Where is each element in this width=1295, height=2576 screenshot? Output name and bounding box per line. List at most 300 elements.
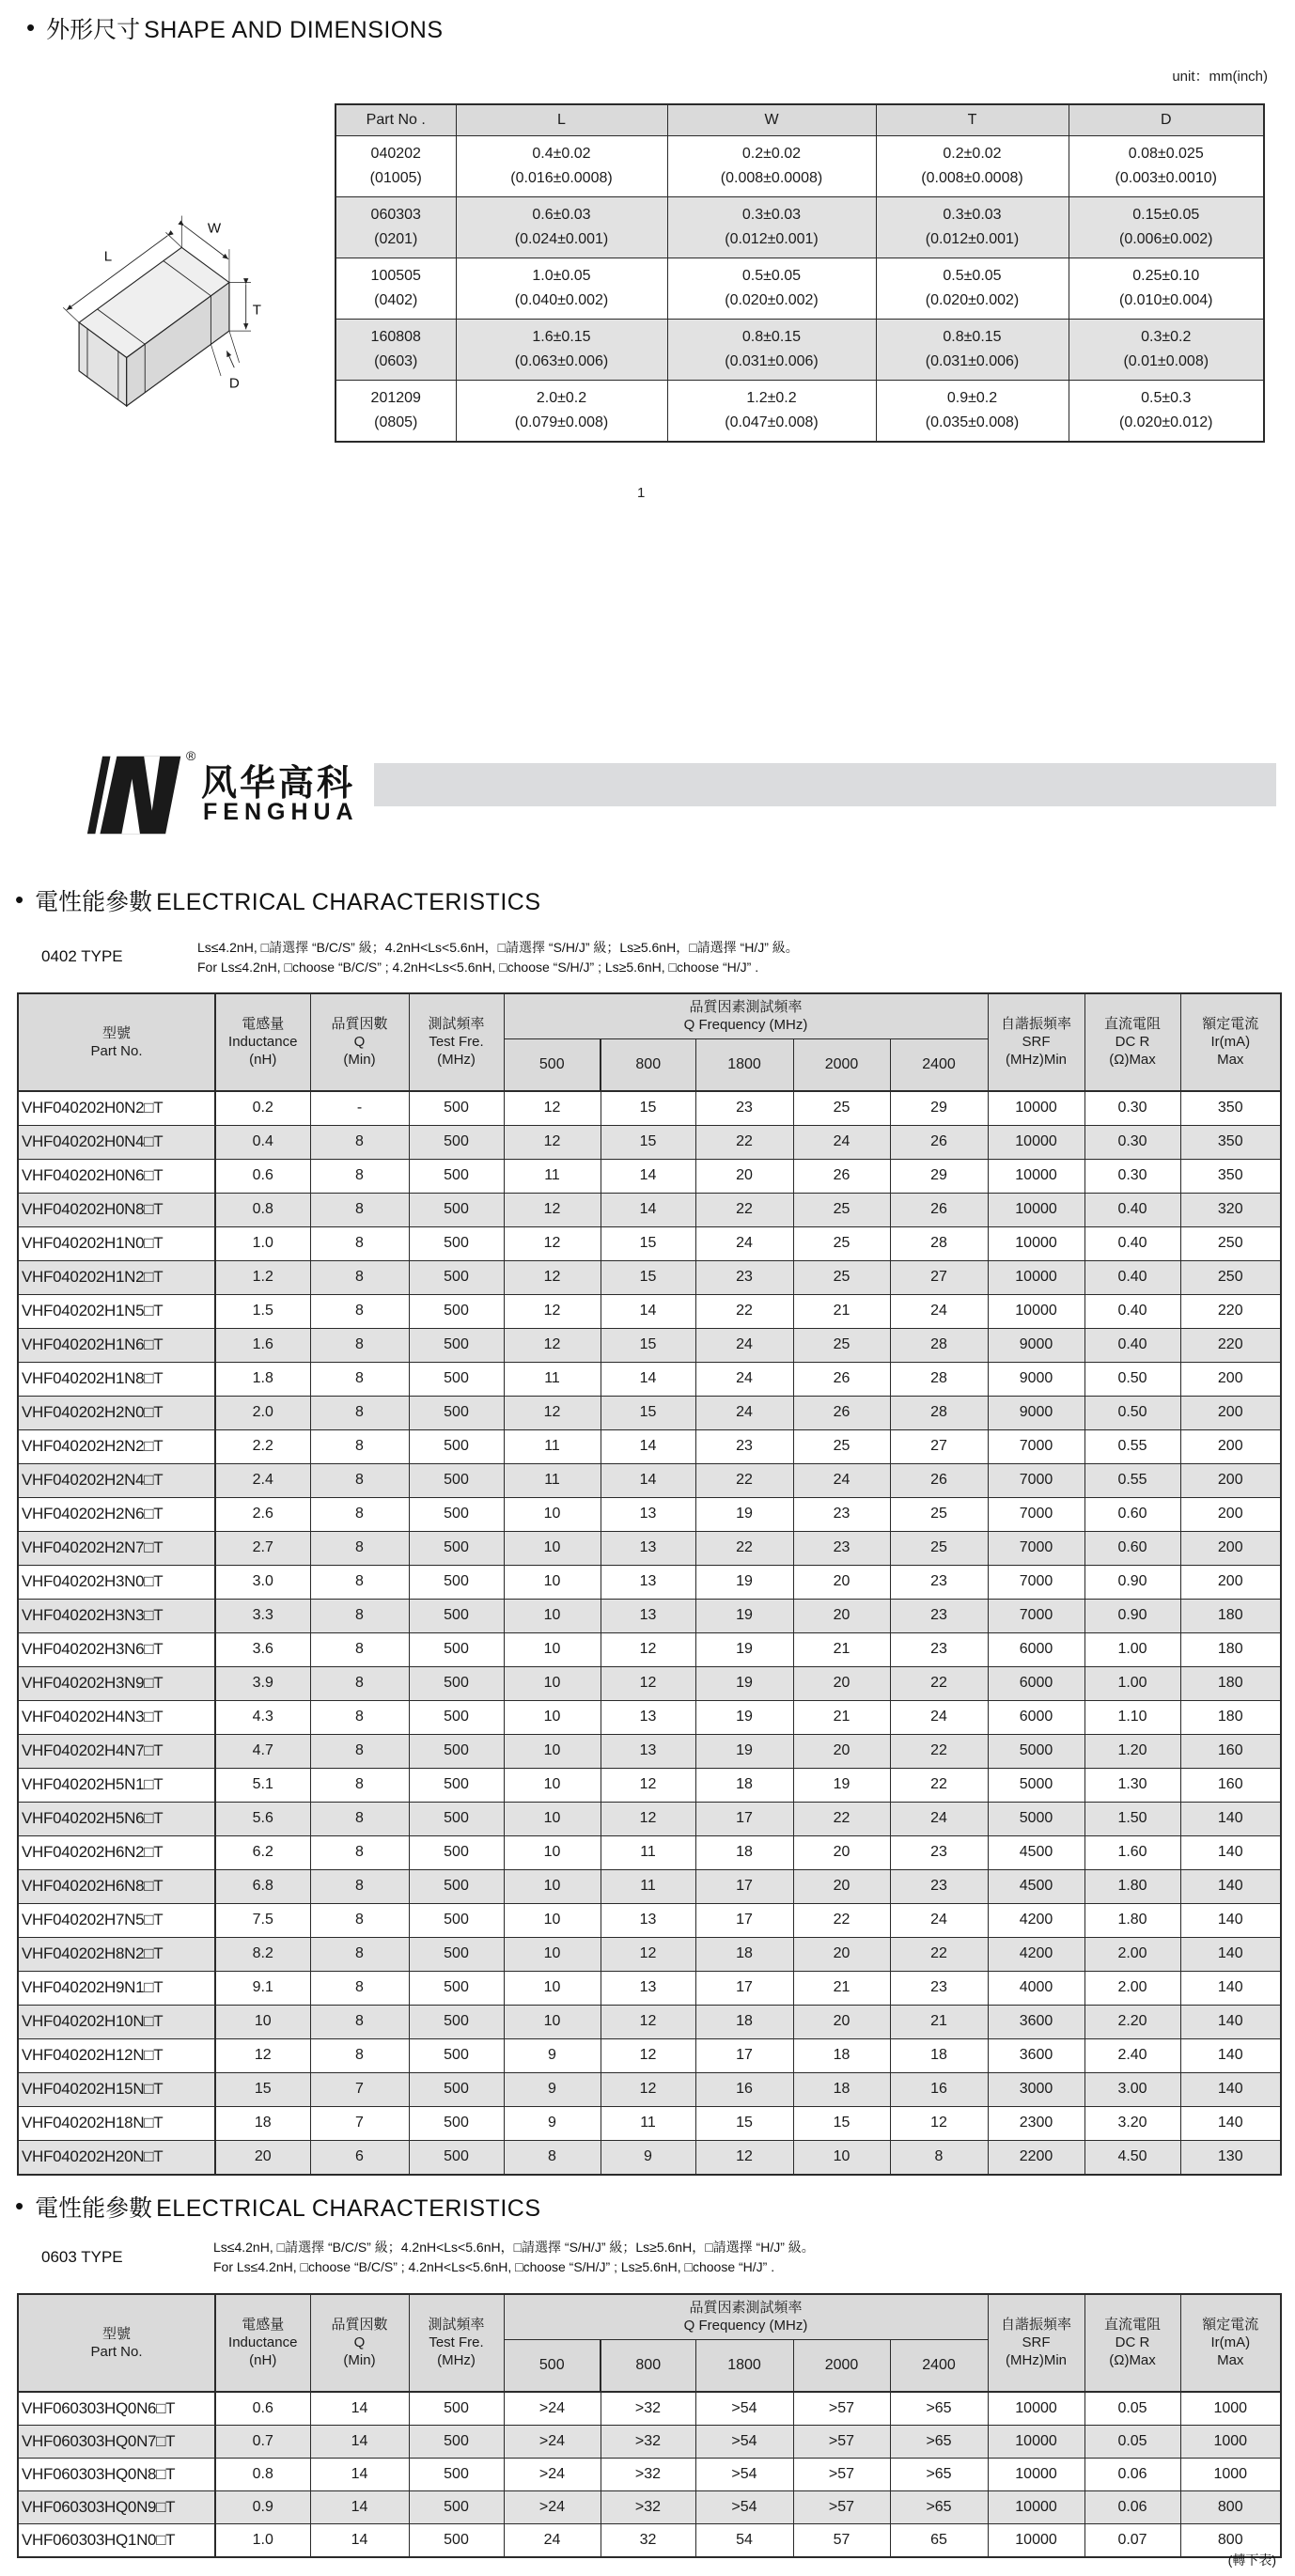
- inductance-cell: 0.8: [215, 1193, 310, 1226]
- srf-cell: 10000: [988, 2458, 1084, 2490]
- q-2000-cell: 57: [793, 2523, 890, 2557]
- q-2400-cell: 25: [890, 1531, 988, 1565]
- part-no-cell: 160808 (0603): [335, 320, 456, 381]
- q-500-cell: 10: [504, 1531, 601, 1565]
- q-2000-cell: 20: [793, 1666, 890, 1700]
- part-no-cell: VHF040202H0N8□T: [18, 1193, 215, 1226]
- col-header-q-frequency-group: 品質因素測試頻率 Q Frequency (MHz): [504, 2294, 988, 2339]
- rated-current-cell: 140: [1180, 2106, 1281, 2140]
- q-800-cell: 15: [601, 1328, 695, 1362]
- rated-current-cell: 200: [1180, 1362, 1281, 1396]
- elec-row: [18, 1835, 1281, 1869]
- dcr-cell: 1.50: [1084, 1802, 1180, 1835]
- part-no-cell: VHF040202H3N3□T: [18, 1599, 215, 1632]
- q-500-cell: 12: [504, 1125, 601, 1159]
- rated-current-cell: 160: [1180, 1768, 1281, 1802]
- q-1800-cell: >54: [695, 2425, 793, 2458]
- note-line-cn: Ls≤4.2nH, □請選擇 “B/C/S” 級；4.2nH<Ls<5.6nH，□請選擇 “S/H/J” 級；Ls≥5.6nH，□請選擇 “H/J” 級。: [213, 2240, 815, 2255]
- q-2400-cell: >65: [890, 2392, 988, 2426]
- part-no-cell: VHF040202H3N0□T: [18, 1565, 215, 1599]
- q-min-cell: 8: [310, 1159, 409, 1193]
- q-2400-cell: 22: [890, 1666, 988, 1700]
- freq-tick-500: 500: [504, 1038, 601, 1091]
- elec-header-row-1: [18, 993, 1281, 1038]
- q-800-cell: 11: [601, 1835, 695, 1869]
- test-freq-cell: 500: [409, 1768, 504, 1802]
- part-no-cell: VHF040202H2N4□T: [18, 1463, 215, 1497]
- freq-tick-2000: 2000: [793, 1038, 890, 1091]
- dcr-cell: 1.10: [1084, 1700, 1180, 1734]
- q-min-cell: 6: [310, 2140, 409, 2175]
- q-500-cell: 11: [504, 1362, 601, 1396]
- dcr-cell: 0.90: [1084, 1565, 1180, 1599]
- q-500-cell: 10: [504, 1734, 601, 1768]
- q-800-cell: 12: [601, 1632, 695, 1666]
- dimension-row: [335, 320, 1264, 381]
- elec-row: [18, 1091, 1281, 1126]
- rated-current-cell: 200: [1180, 1531, 1281, 1565]
- rated-current-cell: 350: [1180, 1125, 1281, 1159]
- bullet-icon: •: [15, 885, 24, 913]
- dcr-cell: 0.40: [1084, 1260, 1180, 1294]
- rated-current-cell: 160: [1180, 1734, 1281, 1768]
- note-line-en: For Ls≤4.2nH, □choose “B/C/S” ; 4.2nH<Ls<5.6nH, □choose “S/H/J” ; Ls≥5.6nH, □choose “H/J” .: [197, 960, 759, 975]
- q-1800-cell: 17: [695, 1802, 793, 1835]
- test-freq-cell: 500: [409, 1700, 504, 1734]
- q-1800-cell: 15: [695, 2106, 793, 2140]
- t-cell: 0.9±0.2 (0.035±0.008): [876, 381, 1069, 443]
- q-min-cell: 8: [310, 1700, 409, 1734]
- q-min-cell: 8: [310, 1429, 409, 1463]
- elec-row: [18, 1937, 1281, 1971]
- dim-label-d: D: [228, 375, 240, 392]
- test-freq-cell: 500: [409, 1463, 504, 1497]
- part-no-cell: VHF040202H3N9□T: [18, 1666, 215, 1700]
- q-min-cell: 14: [310, 2425, 409, 2458]
- q-800-cell: 12: [601, 1937, 695, 1971]
- q-500-cell: 12: [504, 1226, 601, 1260]
- rated-current-cell: 180: [1180, 1666, 1281, 1700]
- q-min-cell: -: [310, 1091, 409, 1126]
- q-2400-cell: 23: [890, 1632, 988, 1666]
- q-min-cell: 8: [310, 1531, 409, 1565]
- l-cell: 1.0±0.05 (0.040±0.002): [456, 258, 667, 320]
- elec2-title-cn: 電性能參數: [35, 2195, 153, 2222]
- q-2000-cell: 26: [793, 1362, 890, 1396]
- shape-title-en: SHAPE AND DIMENSIONS: [144, 17, 444, 43]
- col-header-inductance: 電感量 Inductance (nH): [215, 993, 310, 1091]
- dcr-cell: 0.40: [1084, 1328, 1180, 1362]
- rated-current-cell: 140: [1180, 1869, 1281, 1903]
- dcr-cell: 2.00: [1084, 1971, 1180, 2005]
- test-freq-cell: 500: [409, 1193, 504, 1226]
- inductance-cell: 20: [215, 2140, 310, 2175]
- q-1800-cell: 19: [695, 1700, 793, 1734]
- inductance-cell: 3.9: [215, 1666, 310, 1700]
- inductance-cell: 6.2: [215, 1835, 310, 1869]
- rated-current-cell: 140: [1180, 1937, 1281, 1971]
- part-no-cell: VHF040202H2N0□T: [18, 1396, 215, 1429]
- q-2400-cell: 24: [890, 1700, 988, 1734]
- q-1800-cell: 22: [695, 1463, 793, 1497]
- q-min-cell: 8: [310, 1599, 409, 1632]
- dcr-cell: 0.07: [1084, 2523, 1180, 2557]
- q-1800-cell: 19: [695, 1734, 793, 1768]
- dcr-cell: 0.30: [1084, 1091, 1180, 1126]
- q-min-cell: 8: [310, 1869, 409, 1903]
- rated-current-cell: 200: [1180, 1396, 1281, 1429]
- col-header-q-frequency-group: 品質因素測試頻率 Q Frequency (MHz): [504, 993, 988, 1038]
- q-800-cell: >32: [601, 2425, 695, 2458]
- inductance-cell: 12: [215, 2038, 310, 2072]
- q-2000-cell: >57: [793, 2458, 890, 2490]
- part-no-cell: VHF040202H5N6□T: [18, 1802, 215, 1835]
- part-no-cell: VHF040202H4N7□T: [18, 1734, 215, 1768]
- test-freq-cell: 500: [409, 1971, 504, 2005]
- freq-tick-1800: 1800: [695, 2339, 793, 2392]
- q-2000-cell: 20: [793, 1734, 890, 1768]
- rated-current-cell: 130: [1180, 2140, 1281, 2175]
- test-freq-cell: 500: [409, 1531, 504, 1565]
- elec1-title-cn: 電性能參數: [35, 889, 153, 915]
- q-2400-cell: 26: [890, 1463, 988, 1497]
- page-number: 1: [637, 485, 646, 501]
- q-800-cell: 12: [601, 2005, 695, 2038]
- q-1800-cell: 22: [695, 1125, 793, 1159]
- col-header-l: L: [456, 104, 667, 136]
- q-2000-cell: 25: [793, 1260, 890, 1294]
- q-500-cell: 10: [504, 1768, 601, 1802]
- part-no-cell: VHF040202H3N6□T: [18, 1632, 215, 1666]
- q-min-cell: 14: [310, 2458, 409, 2490]
- q-2400-cell: 28: [890, 1362, 988, 1396]
- fenghua-logo-icon: [86, 752, 182, 838]
- test-freq-cell: 500: [409, 2392, 504, 2426]
- q-2000-cell: >57: [793, 2490, 890, 2523]
- q-min-cell: 8: [310, 1294, 409, 1328]
- electrical-table-0402: [17, 992, 1282, 2176]
- q-800-cell: 15: [601, 1260, 695, 1294]
- inductance-cell: 2.0: [215, 1396, 310, 1429]
- q-500-cell: 24: [504, 2523, 601, 2557]
- freq-tick-2400: 2400: [890, 2339, 988, 2392]
- brand-name-en: FENGHUA: [203, 799, 359, 825]
- q-800-cell: 14: [601, 1429, 695, 1463]
- test-freq-cell: 500: [409, 2425, 504, 2458]
- part-no-cell: VHF040202H8N2□T: [18, 1937, 215, 1971]
- test-freq-cell: 500: [409, 1903, 504, 1937]
- q-800-cell: 13: [601, 1565, 695, 1599]
- part-no-cell: 100505 (0402): [335, 258, 456, 320]
- inductance-cell: 4.7: [215, 1734, 310, 1768]
- d-cell: 0.5±0.3 (0.020±0.012): [1069, 381, 1264, 443]
- dcr-cell: 0.90: [1084, 1599, 1180, 1632]
- q-2000-cell: 23: [793, 1497, 890, 1531]
- rated-current-cell: 800: [1180, 2490, 1281, 2523]
- rated-current-cell: 220: [1180, 1294, 1281, 1328]
- q-2000-cell: 24: [793, 1463, 890, 1497]
- rated-current-cell: 250: [1180, 1260, 1281, 1294]
- w-cell: 0.8±0.15 (0.031±0.006): [667, 320, 876, 381]
- test-freq-cell: 500: [409, 1666, 504, 1700]
- inductance-cell: 0.8: [215, 2458, 310, 2490]
- q-500-cell: 10: [504, 1666, 601, 1700]
- bullet-icon: •: [26, 13, 36, 41]
- q-1800-cell: 23: [695, 1091, 793, 1126]
- q-800-cell: 12: [601, 1768, 695, 1802]
- rated-current-cell: 250: [1180, 1226, 1281, 1260]
- test-freq-cell: 500: [409, 2140, 504, 2175]
- d-cell: 0.3±0.2 (0.01±0.008): [1069, 320, 1264, 381]
- test-freq-cell: 500: [409, 1869, 504, 1903]
- col-header-rated-current: 額定電流 Ir(mA) Max: [1180, 993, 1281, 1091]
- q-500-cell: >24: [504, 2425, 601, 2458]
- q-2400-cell: 23: [890, 1835, 988, 1869]
- col-header-part: 型號 Part No.: [18, 993, 215, 1091]
- elec1-section-title: [15, 883, 541, 917]
- inductance-cell: 0.6: [215, 1159, 310, 1193]
- q-800-cell: 12: [601, 1666, 695, 1700]
- q-1800-cell: 12: [695, 2140, 793, 2175]
- q-2000-cell: 18: [793, 2038, 890, 2072]
- q-500-cell: 9: [504, 2038, 601, 2072]
- srf-cell: 7000: [988, 1463, 1084, 1497]
- dcr-cell: 0.60: [1084, 1531, 1180, 1565]
- elec-row: [18, 1632, 1281, 1666]
- q-800-cell: >32: [601, 2490, 695, 2523]
- inductance-cell: 6.8: [215, 1869, 310, 1903]
- q-min-cell: 8: [310, 1463, 409, 1497]
- q-min-cell: 8: [310, 1666, 409, 1700]
- part-no-cell: VHF060303HQ0N7□T: [18, 2425, 215, 2458]
- q-500-cell: 10: [504, 1565, 601, 1599]
- q-800-cell: 15: [601, 1091, 695, 1126]
- q-1800-cell: 54: [695, 2523, 793, 2557]
- q-min-cell: 8: [310, 1734, 409, 1768]
- part-no-cell: VHF040202H1N5□T: [18, 1294, 215, 1328]
- inductance-cell: 3.3: [215, 1599, 310, 1632]
- dim-label-w: W: [207, 220, 222, 237]
- col-header-q: 品質因數 Q (Min): [310, 993, 409, 1091]
- q-1800-cell: >54: [695, 2490, 793, 2523]
- part-no-cell: VHF040202H1N2□T: [18, 1260, 215, 1294]
- inductance-cell: 1.0: [215, 1226, 310, 1260]
- elec-row: [18, 1497, 1281, 1531]
- dimensions-header-row: [335, 104, 1264, 136]
- test-freq-cell: 500: [409, 2106, 504, 2140]
- q-1800-cell: >54: [695, 2392, 793, 2426]
- shape-section-title: [26, 11, 444, 45]
- dimension-row: [335, 381, 1264, 443]
- srf-cell: 10000: [988, 1193, 1084, 1226]
- q-2000-cell: 21: [793, 1294, 890, 1328]
- srf-cell: 2300: [988, 2106, 1084, 2140]
- q-min-cell: 8: [310, 1802, 409, 1835]
- q-2400-cell: 24: [890, 1903, 988, 1937]
- q-800-cell: 13: [601, 1734, 695, 1768]
- q-800-cell: 13: [601, 1700, 695, 1734]
- unit-label: unit：mm(inch): [1172, 69, 1268, 85]
- q-min-cell: 8: [310, 1226, 409, 1260]
- q-500-cell: 10: [504, 1903, 601, 1937]
- q-1800-cell: 18: [695, 1937, 793, 1971]
- elec-row: [18, 1531, 1281, 1565]
- dcr-cell: 3.00: [1084, 2072, 1180, 2106]
- q-800-cell: 12: [601, 1802, 695, 1835]
- dcr-cell: 0.55: [1084, 1429, 1180, 1463]
- test-freq-cell: 500: [409, 1328, 504, 1362]
- part-no-cell: VHF040202H0N2□T: [18, 1091, 215, 1126]
- srf-cell: 10000: [988, 2490, 1084, 2523]
- elec-row: [18, 2490, 1281, 2523]
- elec-row: [18, 1396, 1281, 1429]
- q-1800-cell: 18: [695, 1768, 793, 1802]
- test-freq-cell: 500: [409, 1362, 504, 1396]
- elec-row: [18, 2392, 1281, 2426]
- q-2400-cell: 8: [890, 2140, 988, 2175]
- part-no-cell: VHF040202H12N□T: [18, 2038, 215, 2072]
- q-2000-cell: 18: [793, 2072, 890, 2106]
- q-2000-cell: >57: [793, 2425, 890, 2458]
- q-2000-cell: 20: [793, 1937, 890, 1971]
- srf-cell: 10000: [988, 1226, 1084, 1260]
- elec-row: [18, 1429, 1281, 1463]
- part-no-cell: VHF040202H9N1□T: [18, 1971, 215, 2005]
- q-1800-cell: 24: [695, 1226, 793, 1260]
- col-header-inductance: 電感量 Inductance (nH): [215, 2294, 310, 2392]
- t-cell: 0.2±0.02 (0.008±0.0008): [876, 136, 1069, 197]
- chip-dimension-diagram: [28, 212, 310, 421]
- srf-cell: 3600: [988, 2005, 1084, 2038]
- q-min-cell: 8: [310, 1632, 409, 1666]
- q-min-cell: 8: [310, 2038, 409, 2072]
- q-800-cell: 11: [601, 2106, 695, 2140]
- inductance-cell: 2.4: [215, 1463, 310, 1497]
- elec-row: [18, 2458, 1281, 2490]
- dcr-cell: 0.55: [1084, 1463, 1180, 1497]
- q-2400-cell: 12: [890, 2106, 988, 2140]
- srf-cell: 10000: [988, 1125, 1084, 1159]
- q-2000-cell: 24: [793, 1125, 890, 1159]
- part-no-cell: VHF060303HQ1N0□T: [18, 2523, 215, 2557]
- q-800-cell: 9: [601, 2140, 695, 2175]
- q-2000-cell: 21: [793, 1971, 890, 2005]
- test-freq-cell: 500: [409, 1429, 504, 1463]
- srf-cell: 6000: [988, 1666, 1084, 1700]
- q-2000-cell: 25: [793, 1429, 890, 1463]
- inductance-cell: 3.6: [215, 1632, 310, 1666]
- q-500-cell: 9: [504, 2106, 601, 2140]
- inductance-cell: 2.6: [215, 1497, 310, 1531]
- q-2000-cell: >57: [793, 2392, 890, 2426]
- col-header-dcr: 直流電阻 DC R (Ω)Max: [1084, 993, 1180, 1091]
- srf-cell: 5000: [988, 1734, 1084, 1768]
- q-min-cell: 7: [310, 2106, 409, 2140]
- q-min-cell: 8: [310, 1362, 409, 1396]
- srf-cell: 10000: [988, 1091, 1084, 1126]
- inductance-cell: 1.6: [215, 1328, 310, 1362]
- rated-current-cell: 220: [1180, 1328, 1281, 1362]
- rated-current-cell: 800: [1180, 2523, 1281, 2557]
- q-2000-cell: 25: [793, 1193, 890, 1226]
- rated-current-cell: 140: [1180, 2038, 1281, 2072]
- rated-current-cell: 140: [1180, 1971, 1281, 2005]
- elec-row: [18, 2140, 1281, 2175]
- srf-cell: 10000: [988, 1260, 1084, 1294]
- srf-cell: 5000: [988, 1802, 1084, 1835]
- freq-tick-1800: 1800: [695, 1038, 793, 1091]
- note-line-cn: Ls≤4.2nH, □請選擇 “B/C/S” 級；4.2nH<Ls<5.6nH，□請選擇 “S/H/J” 級；Ls≥5.6nH，□請選擇 “H/J” 級。: [197, 940, 799, 955]
- test-freq-cell: 500: [409, 2490, 504, 2523]
- q-2400-cell: 22: [890, 1768, 988, 1802]
- q-1800-cell: 17: [695, 1869, 793, 1903]
- q-min-cell: 8: [310, 1971, 409, 2005]
- q-min-cell: 8: [310, 1768, 409, 1802]
- q-800-cell: 15: [601, 1226, 695, 1260]
- srf-cell: 3600: [988, 2038, 1084, 2072]
- q-1800-cell: 17: [695, 1903, 793, 1937]
- w-cell: 1.2±0.2 (0.047±0.008): [667, 381, 876, 443]
- q-2000-cell: 21: [793, 1632, 890, 1666]
- dcr-cell: 0.50: [1084, 1362, 1180, 1396]
- q-1800-cell: 17: [695, 1971, 793, 2005]
- q-min-cell: 14: [310, 2490, 409, 2523]
- test-freq-cell: 500: [409, 1497, 504, 1531]
- elec-row: [18, 1362, 1281, 1396]
- elec2-section-title: [15, 2190, 541, 2224]
- dcr-cell: 2.00: [1084, 1937, 1180, 1971]
- elec-row: [18, 1125, 1281, 1159]
- test-freq-cell: 500: [409, 2458, 504, 2490]
- test-freq-cell: 500: [409, 2005, 504, 2038]
- part-no-cell: VHF040202H1N8□T: [18, 1362, 215, 1396]
- col-header-part: 型號 Part No.: [18, 2294, 215, 2392]
- rated-current-cell: 140: [1180, 1903, 1281, 1937]
- l-cell: 0.4±0.02 (0.016±0.0008): [456, 136, 667, 197]
- inductance-cell: 1.5: [215, 1294, 310, 1328]
- elec-row: [18, 1666, 1281, 1700]
- q-800-cell: 12: [601, 2038, 695, 2072]
- inductance-cell: 9.1: [215, 1971, 310, 2005]
- q-min-cell: 8: [310, 1396, 409, 1429]
- inductance-cell: 0.4: [215, 1125, 310, 1159]
- srf-cell: 9000: [988, 1328, 1084, 1362]
- q-min-cell: 14: [310, 2523, 409, 2557]
- q-2400-cell: 24: [890, 1294, 988, 1328]
- q-500-cell: 11: [504, 1429, 601, 1463]
- part-no-cell: VHF040202H15N□T: [18, 2072, 215, 2106]
- q-1800-cell: 24: [695, 1328, 793, 1362]
- dim-label-t: T: [252, 302, 262, 319]
- rated-current-cell: 140: [1180, 1802, 1281, 1835]
- inductance-cell: 5.6: [215, 1802, 310, 1835]
- elec1-title-en: ELECTRICAL CHARACTERISTICS: [156, 889, 541, 915]
- q-500-cell: 12: [504, 1396, 601, 1429]
- test-freq-cell: 500: [409, 1599, 504, 1632]
- srf-cell: 10000: [988, 2392, 1084, 2426]
- inductance-cell: 4.3: [215, 1700, 310, 1734]
- l-cell: 1.6±0.15 (0.063±0.006): [456, 320, 667, 381]
- part-no-cell: 060303 (0201): [335, 197, 456, 258]
- elec-row: [18, 1599, 1281, 1632]
- test-freq-cell: 500: [409, 2072, 504, 2106]
- part-no-cell: VHF040202H2N2□T: [18, 1429, 215, 1463]
- q-500-cell: 10: [504, 1937, 601, 1971]
- elec-row: [18, 2106, 1281, 2140]
- q-500-cell: 10: [504, 1700, 601, 1734]
- q-min-cell: 8: [310, 1328, 409, 1362]
- bullet-icon: •: [15, 2192, 24, 2220]
